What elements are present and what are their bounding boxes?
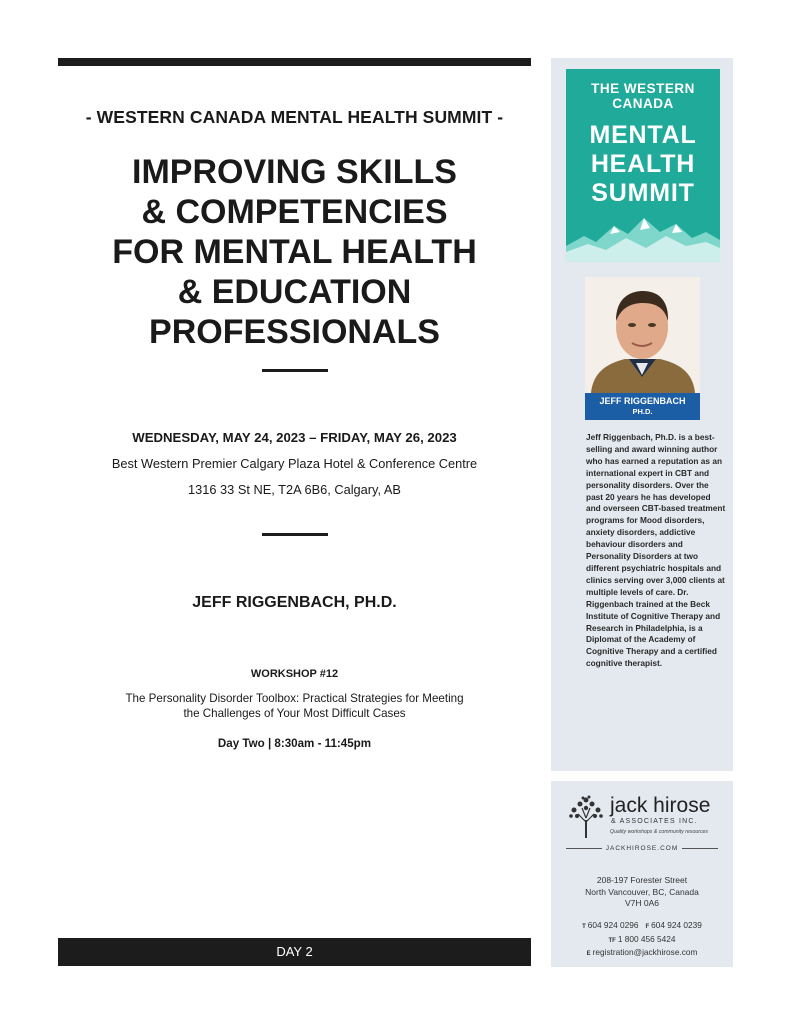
- company-name: jack hirose: [610, 794, 711, 817]
- website-row: [566, 843, 718, 855]
- company-tagline: Quality workshops & community resources: [610, 829, 709, 835]
- speaker-bio: Jeff Riggenbach, Ph.D. is a best-selling and award winning author who has earned a reputation as an international expert in CBT and personality disorders. Over the past 20 years he has developed and overseen CBT-based treatment programs for Mood disorders, anxiety disorders, addictive behaviour disorders and Personality Disorders at two different psychiatric hospitals and clinics serving over 3,000 clients at multiple levels of care. Dr. Riggenbach trained at the Beck Institute of Cognitive Therapy and Research in Philadelphia, is a Diplomat of the Academy of Cognitive Therapy and a certified cognitive therapist.: [586, 432, 726, 669]
- caption-name: JEFF RIGGENBACH: [599, 396, 686, 406]
- summit-name: - WESTERN CANADA MENTAL HEALTH SUMMIT -: [85, 107, 504, 127]
- website-link[interactable]: JACKHIROSE.COM: [605, 845, 679, 852]
- divider-line: [682, 848, 718, 849]
- event-venue: Best Western Premier Calgary Plaza Hotel & Conference Centre: [111, 456, 478, 471]
- tollfree-number: 1 800 456 5424: [617, 933, 676, 944]
- title-line: PROFESSIONALS: [149, 313, 440, 351]
- company-contact: [551, 920, 733, 961]
- email-link[interactable]: registration@jackhirose.com: [592, 947, 698, 957]
- logo-small-text: [566, 81, 720, 111]
- divider-rule: [262, 369, 328, 372]
- title-line: FOR MENTAL HEALTH: [112, 233, 477, 271]
- tel-number: 604 924 0296: [587, 920, 639, 930]
- company-address: [551, 875, 733, 910]
- workshop-title-line: The Personality Disorder Toolbox: Practical Strategies for Meeting: [125, 692, 464, 705]
- title-line: & EDUCATION: [177, 273, 412, 311]
- top-divider-bar: [58, 58, 531, 66]
- divider-rule: [262, 533, 328, 536]
- tollfree-label: TF: [608, 937, 616, 944]
- workshop-number: WORKSHOP #12: [250, 668, 339, 680]
- logo-line: THE WESTERN: [591, 81, 695, 96]
- event-dates: WEDNESDAY, MAY 24, 2023 – FRIDAY, MAY 26, 2023: [132, 430, 457, 445]
- workshop-title: [100, 691, 489, 721]
- address-line: 208-197 Forester Street: [596, 875, 688, 885]
- tollfree-row: [551, 934, 733, 948]
- page-title: [58, 152, 531, 352]
- phone-fax-row: [551, 920, 733, 934]
- logo-line: HEALTH: [590, 150, 696, 178]
- workshop-time: Day Two | 8:30am - 11:45pm: [217, 737, 372, 750]
- caption-degree: PH.D.: [632, 407, 653, 416]
- logo-line: SUMMIT: [591, 179, 695, 207]
- mountain-icon: [566, 212, 720, 262]
- email-label: E: [586, 951, 591, 957]
- company-subtitle: & ASSOCIATES INC.: [611, 818, 698, 825]
- email-row: [551, 947, 733, 961]
- summit-logo: [566, 69, 720, 262]
- logo-line: CANADA: [612, 96, 674, 111]
- speaker-photo: [585, 277, 700, 393]
- tel-label: T: [582, 924, 586, 930]
- fax-label: F: [645, 924, 650, 930]
- address-line: North Vancouver, BC, Canada: [585, 886, 699, 897]
- logo-large-text: [566, 121, 720, 208]
- tree-logo-icon: [566, 794, 606, 838]
- title-line: & COMPETENCIES: [141, 193, 448, 231]
- logo-line: MENTAL: [589, 121, 697, 149]
- speaker-name: JEFF RIGGENBACH, PH.D.: [192, 594, 397, 611]
- workshop-title-line: the Challenges of Your Most Difficult Cases: [183, 707, 406, 720]
- title-line: IMPROVING SKILLS: [132, 153, 457, 191]
- fax-number: 604 924 0239: [651, 920, 702, 930]
- address-line: V7H 0A6: [624, 898, 660, 908]
- event-address: 1316 33 St NE, T2A 6B6, Calgary, AB: [188, 482, 401, 497]
- photo-caption: [585, 393, 700, 420]
- day-label-bar: DAY 2: [58, 938, 531, 966]
